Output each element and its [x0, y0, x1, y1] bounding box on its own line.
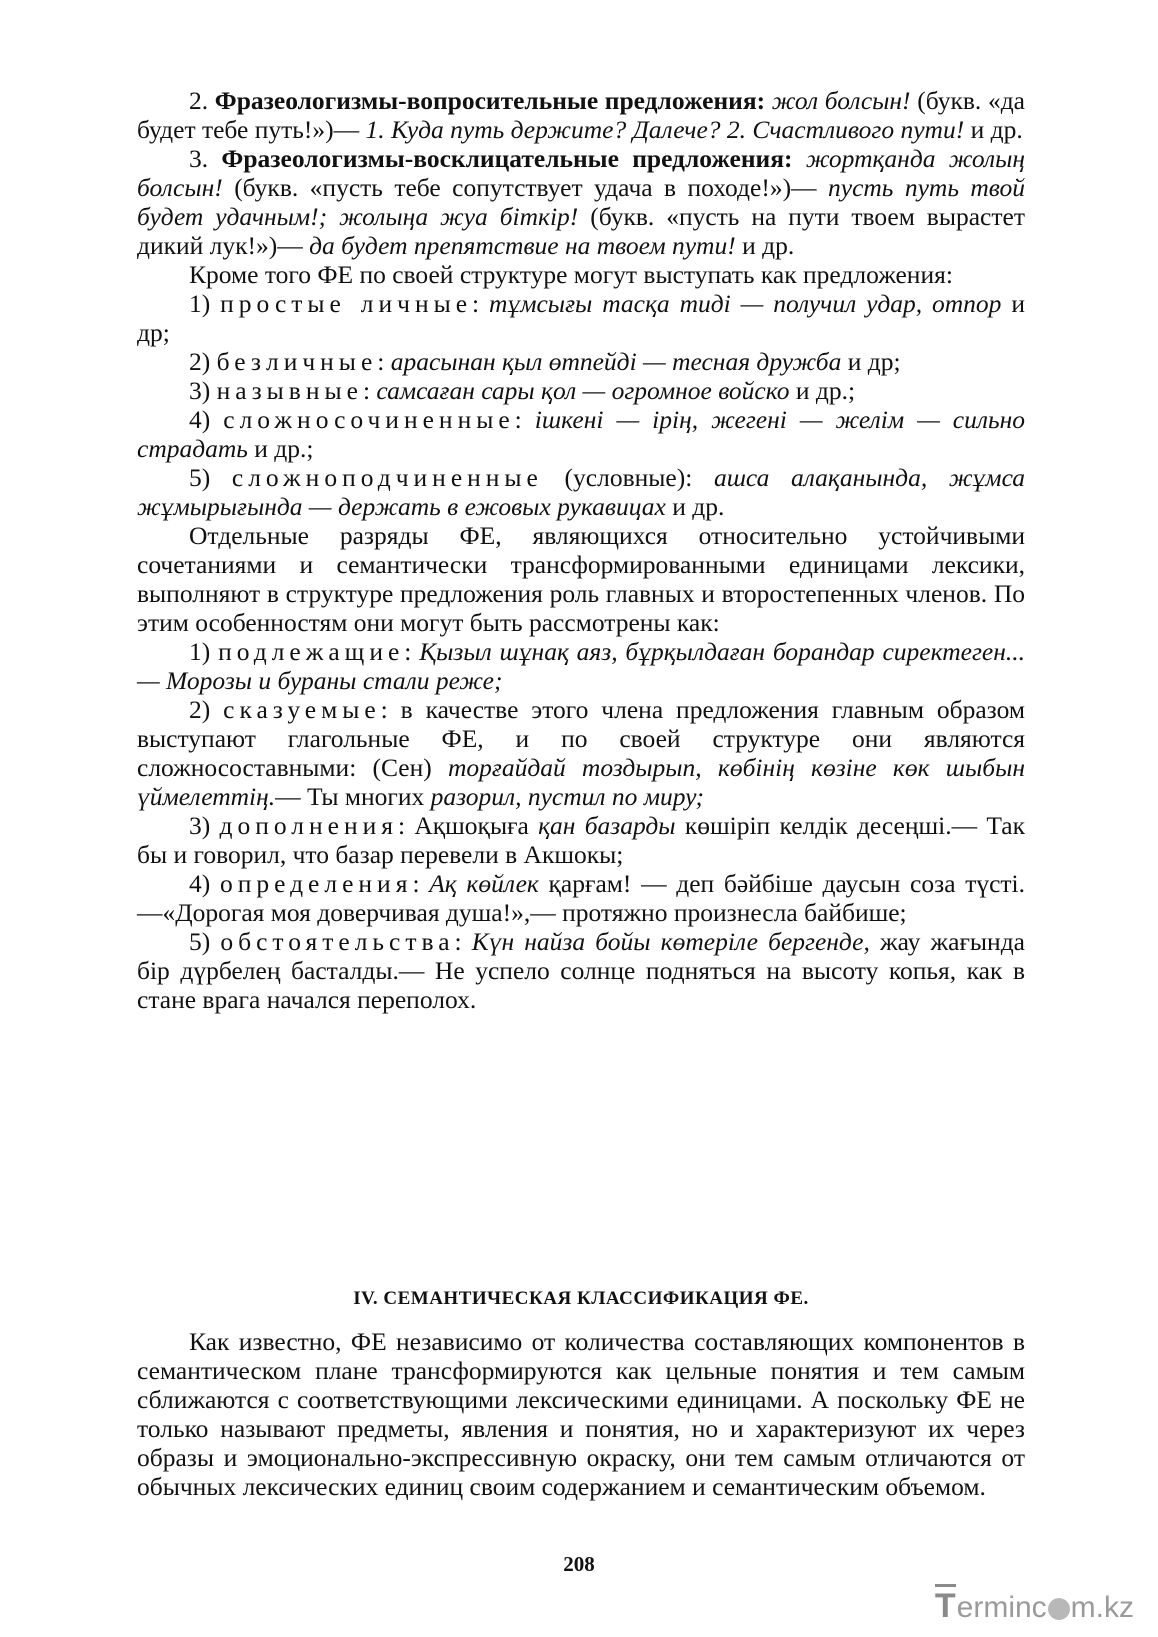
page-body [137, 86, 1025, 1014]
section-paragraph-text: Как известно, ФЕ независимо от количества составляющих компонентов в семантическом плане трансформируются как цельные понятия и тем самым сближаются с соответствующими лексическими единицами. А поскольку ФЕ не только называют предметы, явления и понятия, но и характеризуют их через образы и эмоционально-экспрессивную окраску, они тем самым отличаются от обычных лексических единиц своим содержанием и семантическим объемом. [137, 1327, 1025, 1501]
list-item-predicate: 2) сказуемые: в качестве этого члена предложения главным образом выступают глагольные ФЕ, и по своей структуре они являются сложносоставными: (Сен) торғайдай тоздырып, көбінің көзіне көк шыбын үймелеттің.— Ты многих разорил, пустил по миру; [137, 695, 1026, 811]
item-exclamatory: 3. Фразеологизмы-восклицательные предложения: жортқанда жолың болсын! (букв. «пусть тебе сопутствует удача в походе!»)— пусть путь твой будет удачным!; жолыңа жуа біткір! (букв. «пусть на пути твоем вырастет дикий лук!»)— да будет препятствие на твоем пути! и др. [137, 144, 1026, 260]
watermark-text-3: m.kz [1070, 1591, 1134, 1624]
list-item-impersonal: 2) безличные: арасынан қыл өтпейді — тесная дружба и др; [189, 347, 901, 376]
watermark-logo [935, 1584, 1134, 1626]
section-heading: IV. СЕМАНТИЧЕСКАЯ КЛАССИФИКАЦИЯ ФЕ. [353, 1288, 809, 1309]
list-item-simple: 1) простые личные: тұмсығы тасқа тиді — получил удар, отпор и др; [137, 289, 1025, 347]
members-intro: Отдельные разряды ФЕ, являющихся относительно устойчивыми сочетаниями и семантически трансформированными единицами лексики, выполняют в структуре предложения роль главных и второстепенных членов. По этим особенностям они могут быть рассмотрены как: [137, 521, 1025, 637]
list-item-adverbial: 5) обстоятельства: Күн найза бойы көтеріле бергенде, жау жағында бір дүрбелең басталды.— Не успело солнце подняться на высоту копья, как в стане врага начался переполох. [137, 927, 1025, 1014]
watermark-text-1: ermin [956, 1591, 1032, 1624]
list-item-compound: 4) сложносочиненные: ішкені — ірің, жегені — желім — сильно страдать и др.; [137, 405, 1025, 463]
page-number: 208 [563, 1552, 595, 1576]
list-item-object: 3) дополнения: Ақшоқыға қан базарды көшіріп келдік десеңші.— Так бы и говорил, что базар перевели в Акшокы; [137, 811, 1025, 869]
list-item-subject: 1) подлежащие: Қызыл шұнақ аяз, бұрқылдаған борандар сиректеген...— Морозы и бураны стали реже; [137, 637, 1025, 695]
watermark-letter-t: T [935, 1584, 956, 1626]
list-item-attribute: 4) определения: Ақ көйлек қарғам! — деп бәйбіше даусын соза түсті.—«Дорогая моя доверчивая душа!»,— протяжно произнесла байбише; [137, 869, 1026, 927]
item-interrogative: 2. Фразеологизмы-вопросительные предложения: жол болсын! (букв. «да будет тебе путь!»)— 1. Куда путь держите? Далече? 2. Счастливого пути! и др. [137, 86, 1025, 144]
section-paragraph [137, 1327, 1025, 1501]
watermark-circle-icon [1048, 1598, 1070, 1620]
list-item-complex: 5) сложноподчиненные (условные): ашса алақанында, жұмса жұмырығында — держать в ежовых рукавицах и др. [137, 463, 1025, 521]
list-item-nominal: 3) назывные: самсаған сары қол — огромное войско и др.; [189, 376, 856, 405]
watermark-text-2: c [1031, 1591, 1047, 1624]
structure-intro: Кроме того ФЕ по своей структуре могут выступать как предложения: [189, 260, 953, 289]
